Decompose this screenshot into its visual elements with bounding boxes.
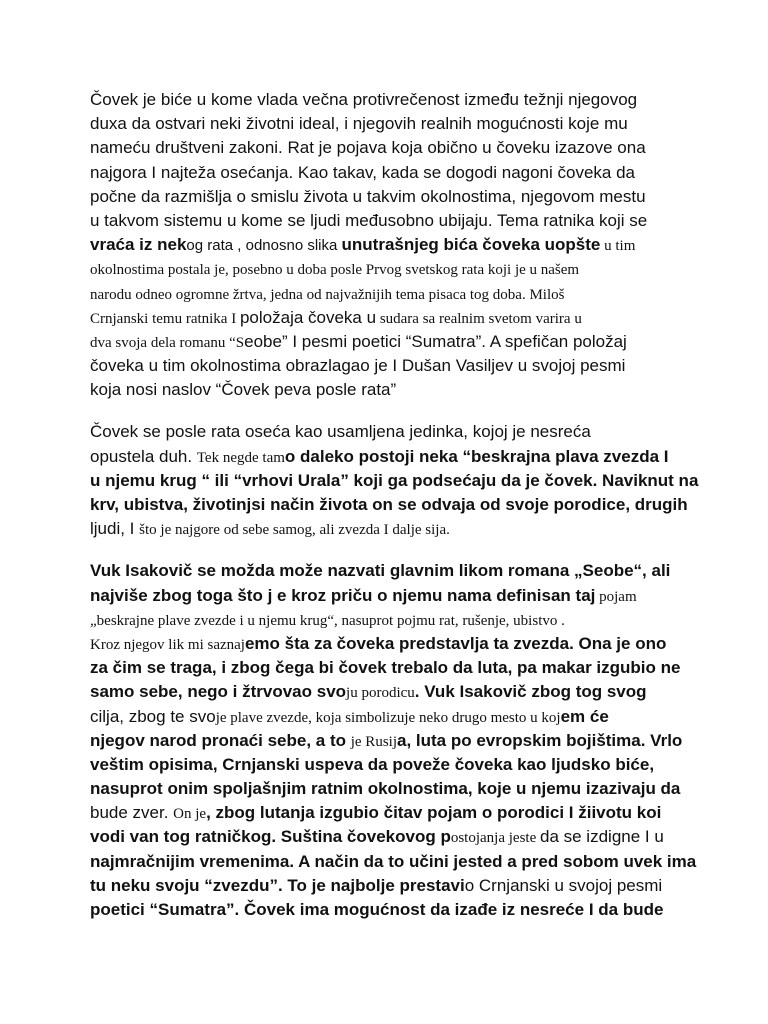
text-run: Crnjanski temu ratnika I: [90, 310, 240, 327]
text-line: [90, 584, 670, 608]
text-run: položaja čoveka u: [239, 307, 377, 327]
text-line: [90, 209, 670, 233]
text-run: vodi van tog ratničkog. Suština čovekovog p: [90, 827, 451, 847]
text-run: je plave zvezde, koja simbolizuje neko drugo mesto u koj: [215, 709, 561, 726]
text-run: samo sebe, nego i žtrvovao svo: [90, 682, 347, 702]
text-run: cilja, zbog te svo: [90, 706, 216, 726]
text-run: najgora I najteža osećanja. Kao takav, kada se dogodi nagoni čoveka da: [90, 162, 636, 182]
text-line: [90, 112, 670, 136]
text-run: dva svoja dela romanu “S: [90, 334, 245, 351]
text-run: Kroz njegov lik mi saznaj: [90, 636, 245, 653]
text-line: [90, 777, 681, 801]
document-page: [90, 88, 699, 940]
text-line: [90, 656, 681, 680]
text-run: da se izdigne I u: [540, 827, 664, 847]
text-line: [90, 233, 670, 257]
text-run: ljudi, I: [90, 519, 140, 539]
text-run: čoveka u tim okolnostima obrazlagao je I Dušan Vasiljev u svojoj pesmi: [90, 356, 626, 376]
text-run: o daleko postoji neka “beskrajna plava zvezda I: [284, 446, 669, 466]
text-line: [90, 282, 670, 306]
text-run: On je: [173, 806, 207, 823]
text-line: [90, 705, 670, 729]
text-run: „beskrajne plave zvezde i u njemu krug“, nasuprot pojmu rat, rušenje, ubistvo .: [90, 612, 565, 629]
text-run: nasuprot onim spoljašnjim ratnim okolnostima, koje u njemu izazivaju da: [90, 779, 681, 799]
text-line: [90, 825, 670, 849]
text-line: [90, 729, 683, 753]
text-line: [90, 608, 670, 632]
text-run: Vuk Isakovič se možda može nazvati glavnim likom romana „Seobe“, ali: [90, 561, 671, 581]
text-run: . Vuk Isakovič zbog tog svog: [414, 682, 647, 702]
text-run: vraća iz nek: [90, 235, 187, 255]
text-run: Čovek se posle rata oseća kao usamljena jedinka, kojoj je nesreća: [90, 422, 591, 442]
text-line: [90, 378, 670, 402]
text-line: [90, 469, 699, 493]
text-line: [90, 850, 697, 874]
text-line: [90, 185, 670, 209]
text-line: [90, 161, 670, 185]
text-line: [90, 801, 670, 825]
text-run: ju porodicu: [346, 685, 415, 702]
text-run: unutrašnjeg bića čoveka uopšte: [341, 235, 601, 255]
text-run: ostojanja jeste: [450, 830, 540, 847]
text-run: pojam: [595, 588, 637, 605]
text-line: [90, 445, 670, 469]
text-run: poetici “Sumatra”. Čovek ima mogućnost da izađe iz nesreće I da bude: [90, 900, 664, 919]
text-run: opustela duh.: [90, 446, 197, 466]
text-run: u takvom sistemu u kome se ljudi međusobno ubijaju. Tema ratnika koji se: [90, 210, 648, 230]
text-run: je Rusij: [350, 733, 397, 750]
paragraph-2: [90, 420, 699, 541]
text-run: u tim: [600, 238, 636, 255]
text-run: duxa da ostvari neki životni ideal, i njegovih realnih mogućnosti koje mu: [90, 114, 628, 134]
text-run: počne da razmišlja o smislu života u takvim okolnostima, njegovom mestu: [90, 186, 646, 206]
text-run: eobe” I pesmi poetici “Sumatra”. A spefičan položaj: [244, 331, 627, 351]
text-run: o Crnjanski u svojoj pesmi: [464, 875, 663, 895]
text-run: u njemu krug “ ili “vrhovi Urala” koji ga podsećaju da je čovek. Naviknut na: [90, 470, 699, 490]
text-line: [90, 306, 670, 330]
text-run: , zbog lutanja izgubio čitav pojam o porodici I žiivotu koi: [206, 803, 662, 823]
text-run: emo šta za čoveka predstavlja ta zvezda. Ona je ono: [244, 633, 667, 653]
text-run: Tek negde tam: [196, 449, 285, 466]
paragraph-3: [90, 559, 697, 922]
text-run: nameću društveni zakoni. Rat je pojava koja obično u čoveku izazove ona: [90, 138, 646, 158]
text-line: [90, 517, 670, 541]
text-line: [90, 753, 670, 777]
text-line: [90, 680, 670, 704]
text-line: [90, 257, 670, 281]
text-run: sudara sa realnim svetom varira u: [376, 310, 582, 327]
text-run: bude zver.: [90, 803, 174, 823]
text-run: za čim se traga, i zbog čega bi čovek trebalo da luta, pa makar izgubio ne: [90, 658, 681, 678]
text-run: og rata , odnosno slika: [186, 237, 342, 255]
text-run: Čovek je biće u kome vlada večna protivrečenost između težnji njegovog: [90, 90, 638, 109]
text-run: krv, ubistva, životinjsi način života on se odvaja od svoje porodice, drugih: [90, 495, 688, 514]
text-run: najviše zbog toga što j e kroz priču o njemu nama definisan taj: [90, 585, 596, 605]
text-run: njegov narod pronaći sebe, a to: [90, 730, 351, 750]
text-line: [90, 88, 670, 112]
text-line: [90, 420, 670, 444]
text-run: tu neku svoju “zvezdu”. To je najbolje prestavi: [90, 875, 465, 895]
text-line: [90, 330, 670, 354]
text-line: [90, 559, 670, 583]
text-run: veštim opisima, Crnjanski uspeva da poveže čoveka kao ljudsko biće,: [90, 754, 655, 774]
text-line: [90, 874, 670, 898]
paragraph-1: [90, 88, 670, 402]
text-run: em će: [560, 706, 609, 726]
text-run: okolnostima postala je, posebno u doba posle Prvog svetskog rata koji je u našem: [90, 262, 580, 279]
text-line: [90, 898, 670, 922]
text-run: koja nosi naslov “Čovek peva posle rata”: [90, 380, 397, 400]
text-run: najmračnijim vremenima. A način da to učini jested a pred sobom uvek ima: [90, 851, 697, 871]
text-line: [90, 354, 670, 378]
text-run: a, luta po evropskim bojištima. Vrlo: [397, 730, 683, 750]
text-line: [90, 632, 670, 656]
text-run: narodu odneo ogromne žrtva, jedna od najvažnijih tema pisaca tog doba. Miloš: [90, 286, 565, 303]
text-line: [90, 493, 688, 517]
text-line: [90, 136, 670, 160]
text-run: što je najgore od sebe samog, ali zvezda I dalje sija.: [139, 522, 450, 539]
